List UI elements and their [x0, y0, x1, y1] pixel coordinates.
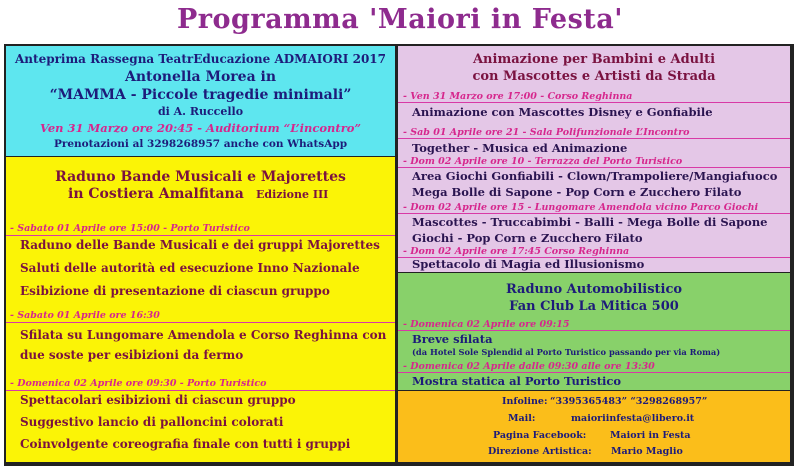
- facebook-label: Pagina Facebook:: [493, 430, 587, 441]
- animation-date-3: - Dom 02 Aprile ore 10 - Terrazza del Porto Turistico: [403, 156, 683, 167]
- bands-item: Coinvolgente coreografia finale con tutti i gruppi: [20, 437, 351, 451]
- divider: [398, 330, 790, 331]
- bands-item: Spettacolari esibizioni di ciascun gruppo: [20, 393, 296, 407]
- bands-date-3: - Domenica 02 Aprile ore 09:30 - Porto Turistico: [10, 378, 267, 389]
- animation-item: Mascottes - Truccabimbi - Balli - Mega Bolle di Sapone: [412, 215, 768, 229]
- car-rally-title: Raduno Automobilistico: [505, 282, 683, 297]
- contact-panel: [398, 391, 790, 462]
- car-rally-item: Breve sfilata: [412, 332, 493, 346]
- animation-item: Giochi - Pop Corn e Zucchero Filato: [412, 231, 643, 245]
- divider: [398, 102, 790, 103]
- animation-item: Area Giochi Gonfiabili - Clown/Trampoliere/Mangiafuoco: [412, 169, 778, 183]
- car-rally-date-1: - Domenica 02 Aprile ore 09:15: [403, 319, 570, 330]
- animation-date-1: - Ven 31 Marzo ore 17:00 - Corso Reghinna: [403, 91, 633, 102]
- divider: [6, 390, 395, 391]
- car-rally-route: (da Hotel Sole Splendid al Porto Turistico passando per via Roma): [412, 347, 721, 357]
- bands-date-1: - Sabato 01 Aprile ore 15:00 - Porto Turistico: [10, 223, 250, 234]
- facebook-value[interactable]: Maiori in Festa: [610, 430, 691, 441]
- animation-subtitle: con Mascottes e Artisti da Strada: [472, 69, 716, 84]
- bands-item: Esibizione di presentazione di ciascun gruppo: [20, 284, 330, 298]
- car-rally-item: Mostra statica al Porto Turistico: [412, 374, 622, 388]
- animation-date-4: - Dom 02 Aprile ore 15 - Lungomare Amendola vicino Parco Giochi: [403, 202, 759, 213]
- divider: [398, 372, 790, 373]
- bands-subtitle: in Costiera Amalfitana: [68, 186, 244, 202]
- divider: [6, 235, 395, 236]
- divider: [6, 322, 395, 323]
- theatre-show-title: “MAMMA - Piccole tragedie minimali”: [49, 87, 352, 103]
- car-rally-panel: [398, 273, 790, 390]
- infoline-value: “3395365483” “3298268957”: [550, 396, 708, 407]
- divider: [398, 167, 790, 168]
- bands-edition: Edizione III: [256, 188, 329, 201]
- bands-item: Saluti delle autorità ed esecuzione Inno Nazionale: [20, 261, 360, 275]
- bands-panel: [6, 157, 395, 462]
- animation-item: Animazione con Mascottes Disney e Gonfiabile: [412, 105, 713, 119]
- car-rally-date-2: - Domenica 02 Aprile dalle 09:30 alle ore 13:30: [403, 361, 655, 372]
- divider: [398, 213, 790, 214]
- artistic-direction-value: Mario Maglio: [611, 446, 683, 457]
- animation-date-5: - Dom 02 Aprile ore 17:45 Corso Reghinna: [403, 246, 630, 257]
- infoline-label: Infoline:: [502, 396, 548, 407]
- animation-panel: [398, 46, 790, 272]
- animation-item: Mega Bolle di Sapone - Pop Corn e Zucchero Filato: [412, 185, 742, 199]
- animation-date-2: - Sab 01 Aprile ore 21 - Sala Polifunzionale L’Incontro: [403, 127, 690, 138]
- divider: [398, 138, 790, 139]
- page-title: Programma 'Maiori in Festa': [176, 4, 624, 35]
- theatre-author: di A. Ruccello: [157, 105, 244, 118]
- bands-item: Suggestivo lancio di palloncini colorati: [20, 415, 284, 429]
- animation-item: Together - Musica ed Animazione: [412, 141, 628, 155]
- car-rally-subtitle: Fan Club La Mitica 500: [509, 299, 679, 314]
- mail-label: Mail:: [508, 413, 536, 424]
- theatre-booking: Prenotazioni al 3298268957 anche con WhatsApp: [53, 138, 348, 150]
- animation-item: Spettacolo di Magia ed Illusionismo: [412, 257, 645, 271]
- mail-value[interactable]: maioriinfesta@libero.it: [571, 413, 695, 424]
- bands-item: due soste per esibizioni da fermo: [20, 348, 244, 362]
- bands-date-2: - Sabato 01 Aprile ore 16:30: [10, 310, 160, 321]
- artistic-direction-label: Direzione Artistica:: [488, 446, 592, 457]
- theatre-header: Anteprima Rassegna TeatrEducazione ADMAIORI 2017: [15, 52, 386, 66]
- bands-item: Sfilata su Lungomare Amendola e Corso Reghinna con: [20, 328, 387, 342]
- animation-title: Animazione per Bambini e Adulti: [472, 52, 716, 67]
- bands-item: Raduno delle Bande Musicali e dei gruppi Majorettes: [20, 238, 380, 252]
- bands-title: Raduno Bande Musicali e Majorettes: [55, 169, 346, 185]
- theatre-performer: Antonella Morea in: [124, 69, 277, 85]
- theatre-panel: [6, 46, 395, 156]
- theatre-date: Ven 31 Marzo ore 20:45 - Auditorium “L’incontro”: [39, 121, 362, 135]
